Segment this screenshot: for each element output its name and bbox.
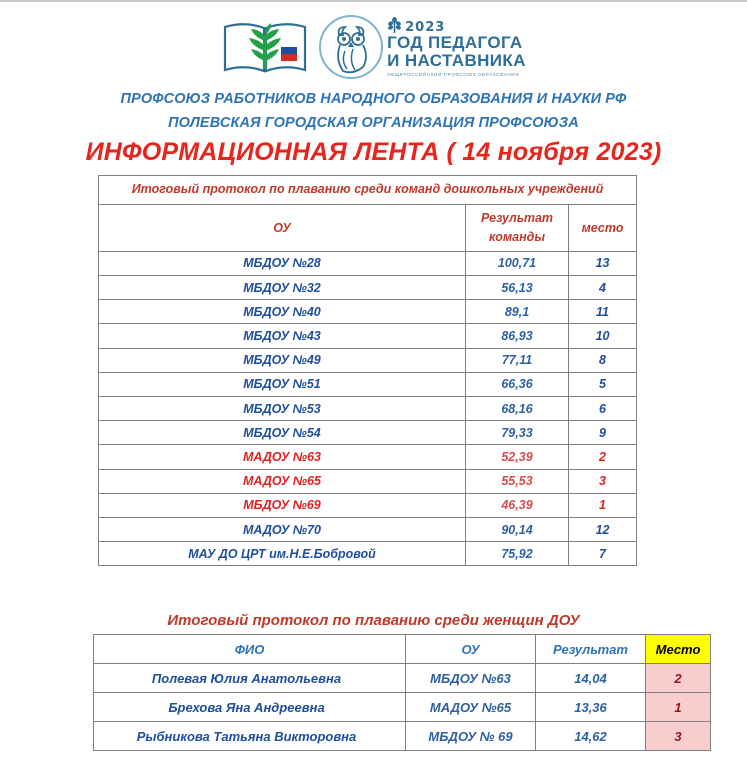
cell-ou: МБДОУ № 69 <box>406 722 536 751</box>
cell-result: 89,1 <box>466 300 569 324</box>
cell-place: 1 <box>569 493 637 517</box>
cell-place: 1 <box>646 693 711 722</box>
cell-place: 2 <box>569 445 637 469</box>
column-header-result-line1: Результат <box>480 211 554 226</box>
column-header-result-line2: команды <box>488 229 546 244</box>
cell-place: 3 <box>646 722 711 751</box>
table-row <box>99 421 637 445</box>
cell-result: 55,53 <box>466 469 569 493</box>
table2-header-row <box>94 635 711 664</box>
logo-year: 2023 <box>405 19 446 35</box>
table-row <box>99 276 637 300</box>
cell-ou: МАДОУ №70 <box>99 517 466 541</box>
cell-result: 86,93 <box>466 324 569 348</box>
cell-ou: МБДОУ №63 <box>406 664 536 693</box>
column-header-place: Место <box>646 635 711 664</box>
cell-ou: МБДОУ №53 <box>99 397 466 421</box>
table1-caption-row <box>99 176 637 205</box>
table-row <box>94 664 711 693</box>
cell-ou: МБДОУ №43 <box>99 324 466 348</box>
cell-result: 79,33 <box>466 421 569 445</box>
logo-line-1: ГОД ПЕДАГОГА <box>387 32 523 52</box>
cell-place: 8 <box>569 348 637 372</box>
year-of-teacher-logo <box>315 13 526 81</box>
cell-place: 2 <box>646 664 711 693</box>
cell-result: 66,36 <box>466 372 569 396</box>
cell-place: 4 <box>569 276 637 300</box>
table-row <box>99 372 637 396</box>
cell-place: 5 <box>569 372 637 396</box>
cell-place: 11 <box>569 300 637 324</box>
cell-ou: МБДОУ №51 <box>99 372 466 396</box>
cell-result: 90,14 <box>466 517 569 541</box>
table-row <box>99 251 637 275</box>
organization-line-2: ПОЛЕВСКАЯ ГОРОДСКАЯ ОРГАНИЗАЦИЯ ПРОФСОЮЗА <box>168 115 579 131</box>
cell-ou: МБДОУ №32 <box>99 276 466 300</box>
table2-caption: Итоговый протокол по плаванию среди женщин ДОУ <box>167 612 580 629</box>
wheat-sprout-icon <box>387 17 402 34</box>
owl-icon <box>315 13 387 81</box>
table-row <box>99 542 637 566</box>
column-header-ou: ОУ <box>406 635 536 664</box>
table1-caption: Итоговый протокол по плаванию среди команд дошкольных учреждений <box>99 176 637 205</box>
table-row <box>94 722 711 751</box>
cell-result: 100,71 <box>466 251 569 275</box>
cell-result: 46,39 <box>466 493 569 517</box>
table-row <box>99 397 637 421</box>
cell-result: 56,13 <box>466 276 569 300</box>
cell-result: 14,62 <box>536 722 646 751</box>
table-row <box>94 693 711 722</box>
teams-protocol-table <box>98 175 637 566</box>
cell-result: 13,36 <box>536 693 646 722</box>
cell-ou: МАДОУ №65 <box>406 693 536 722</box>
cell-result: 77,11 <box>466 348 569 372</box>
cell-ou: МБДОУ №49 <box>99 348 466 372</box>
logo-line-2: И НАСТАВНИКА <box>387 51 526 71</box>
cell-result: 75,92 <box>466 542 569 566</box>
cell-ou: МБДОУ №54 <box>99 421 466 445</box>
cell-result: 68,16 <box>466 397 569 421</box>
table-row <box>99 300 637 324</box>
organization-line-1: ПРОФСОЮЗ РАБОТНИКОВ НАРОДНОГО ОБРАЗОВАНИЯ И НАУКИ РФ <box>120 91 627 107</box>
logo-subline: ОБЩЕРОССИЙСКИЙ ПРОФСОЮЗ ОБРАЗОВАНИЯ <box>387 71 520 77</box>
column-header-place: место <box>569 204 637 251</box>
cell-place: 13 <box>569 251 637 275</box>
table-row <box>99 517 637 541</box>
table-row <box>99 469 637 493</box>
table-row <box>99 348 637 372</box>
cell-result: 14,04 <box>536 664 646 693</box>
cell-ou: МАДОУ №65 <box>99 469 466 493</box>
table-row <box>99 324 637 348</box>
women-protocol-table <box>93 634 711 751</box>
cell-result: 52,39 <box>466 445 569 469</box>
cell-ou: МБДОУ №69 <box>99 493 466 517</box>
logo-band <box>0 10 747 84</box>
cell-ou: МАУ ДО ЦРТ им.Н.Е.Бобровой <box>99 542 466 566</box>
table-row <box>99 493 637 517</box>
page-title: ИНФОРМАЦИОННАЯ ЛЕНТА ( 14 ноября 2023) <box>85 138 662 166</box>
cell-fio: Брехова Яна Андреевна <box>94 693 406 722</box>
cell-fio: Полевая Юлия Анатольевна <box>94 664 406 693</box>
column-header-result: Результат <box>536 635 646 664</box>
cell-place: 3 <box>569 469 637 493</box>
column-header-result <box>466 204 569 251</box>
column-header-fio: ФИО <box>94 635 406 664</box>
cell-ou: МБДОУ №40 <box>99 300 466 324</box>
cell-ou: МБДОУ №28 <box>99 251 466 275</box>
cell-place: 12 <box>569 517 637 541</box>
cell-ou: МАДОУ №63 <box>99 445 466 469</box>
cell-place: 6 <box>569 397 637 421</box>
table1-header-row <box>99 204 637 251</box>
open-book-with-plant-icon <box>221 17 309 77</box>
column-header-ou: ОУ <box>99 204 466 251</box>
cell-place: 9 <box>569 421 637 445</box>
cell-place: 7 <box>569 542 637 566</box>
table-row <box>99 445 637 469</box>
cell-place: 10 <box>569 324 637 348</box>
cell-fio: Рыбникова Татьяна Викторовна <box>94 722 406 751</box>
